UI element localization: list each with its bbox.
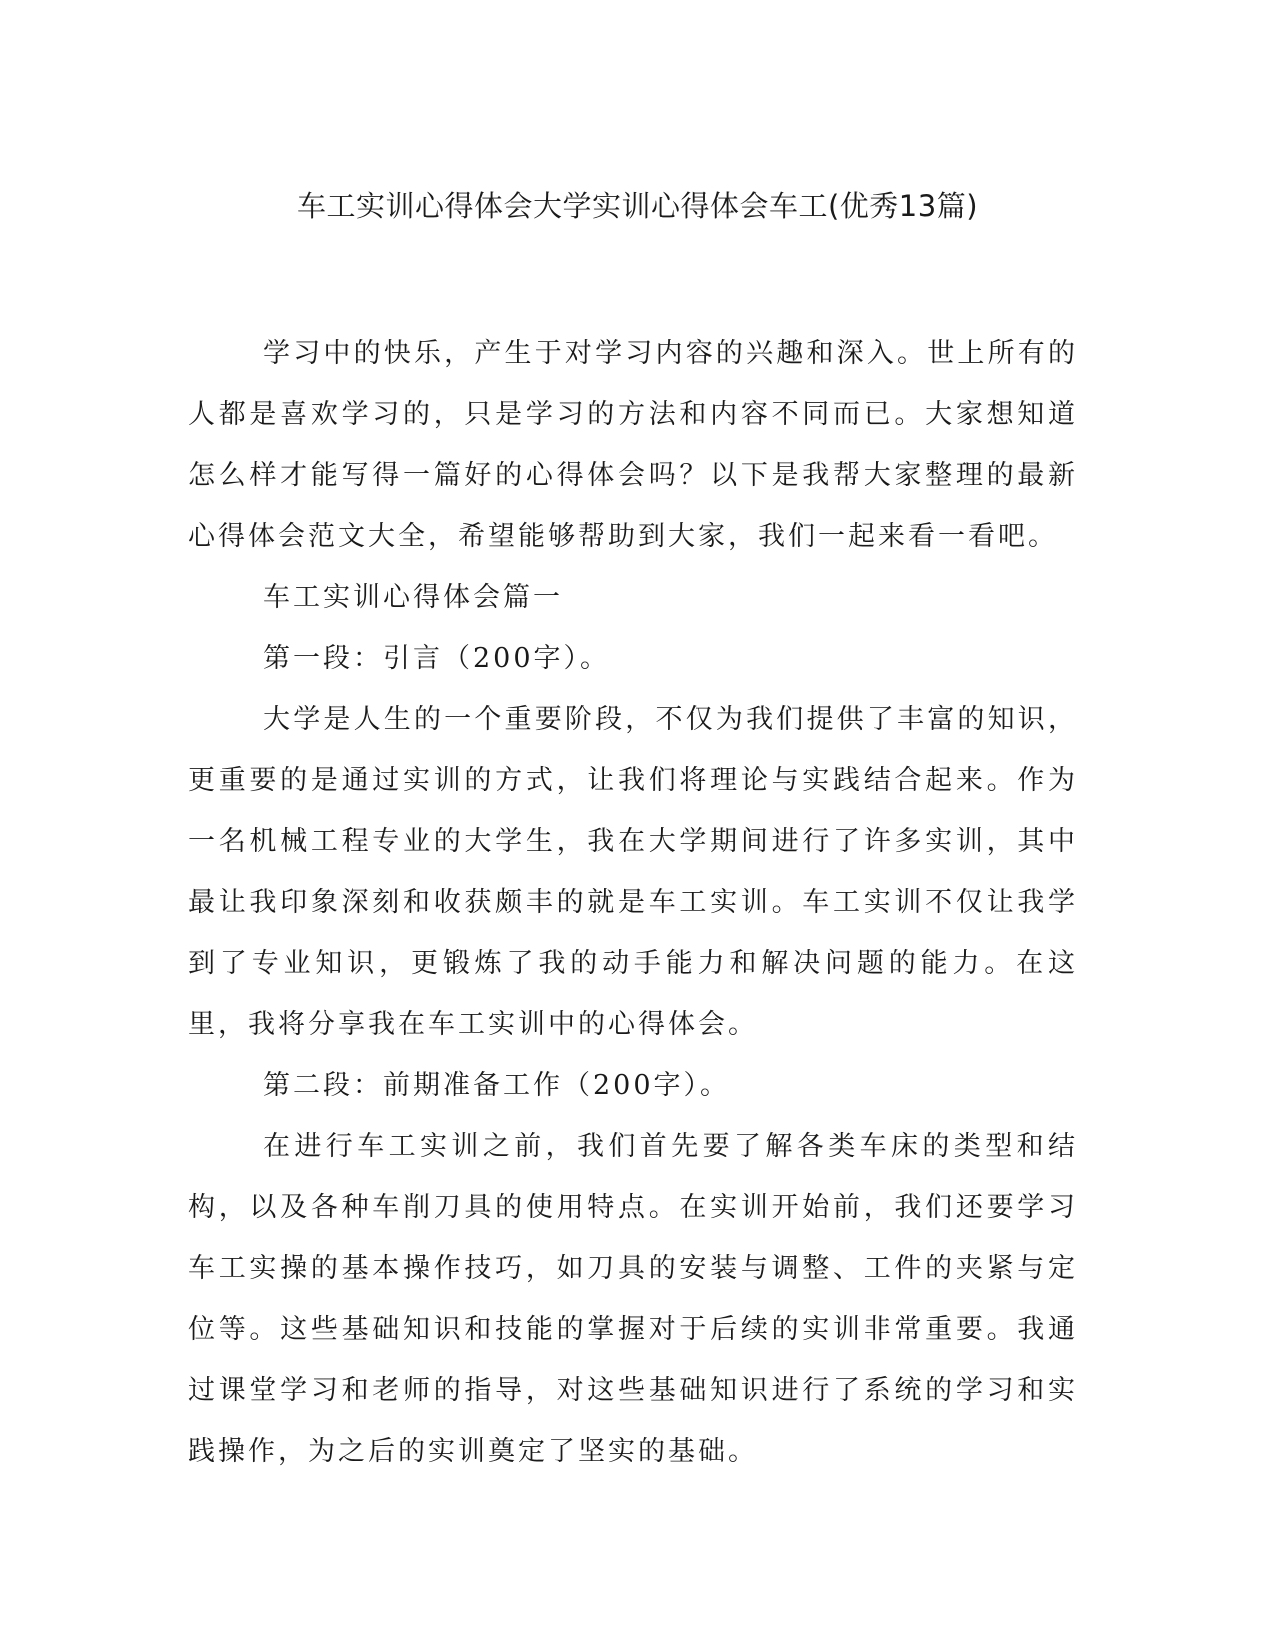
body-paragraph-part-one: 大学是人生的一个重要阶段，不仅为我们提供了丰富的知识，更重要的是通过实训的方式，让我们将理论与实践结合起来。作为一名机械工程专业的大学生，我在大学期间进行了许多实训，其中最让我印象深刻和收获颇丰的就是车工实训。车工实训不仅让我学到了专业知识，更锻炼了我的动手能力和解决问题的能力。在这里，我将分享我在车工实训中的心得体会。 [188,704,1078,1040]
section-heading-part-one: 第一段：引言（200字）。 [263,643,611,674]
body-paragraph-part-two: 在进行车工实训之前，我们首先要了解各类车床的类型和结构，以及各种车削刀具的使用特点。在实训开始前，我们还要学习车工实操的基本操作技巧，如刀具的安装与调整、工件的夹紧与定位等。这些基础知识和技能的掌握对于后续的实训非常重要。我通过课堂学习和老师的指导，对这些基础知识进行了系统的学习和实践操作，为之后的实训奠定了坚实的基础。 [188,1131,1078,1467]
section-heading-chapter-one: 车工实训心得体会篇一 [263,582,563,613]
document-body [188,323,1078,1482]
intro-paragraph: 学习中的快乐，产生于对学习内容的兴趣和深入。世上所有的人都是喜欢学习的，只是学习的方法和内容不同而已。大家想知道怎么样才能写得一篇好的心得体会吗？以下是我帮大家整理的最新心得体会范文大全，希望能够帮助到大家，我们一起来看一看吧。 [188,338,1078,552]
section-heading-part-two: 第二段：前期准备工作（200字）。 [263,1070,731,1101]
document-title: 车工实训心得体会大学实训心得体会车工(优秀13篇) [296,189,979,223]
